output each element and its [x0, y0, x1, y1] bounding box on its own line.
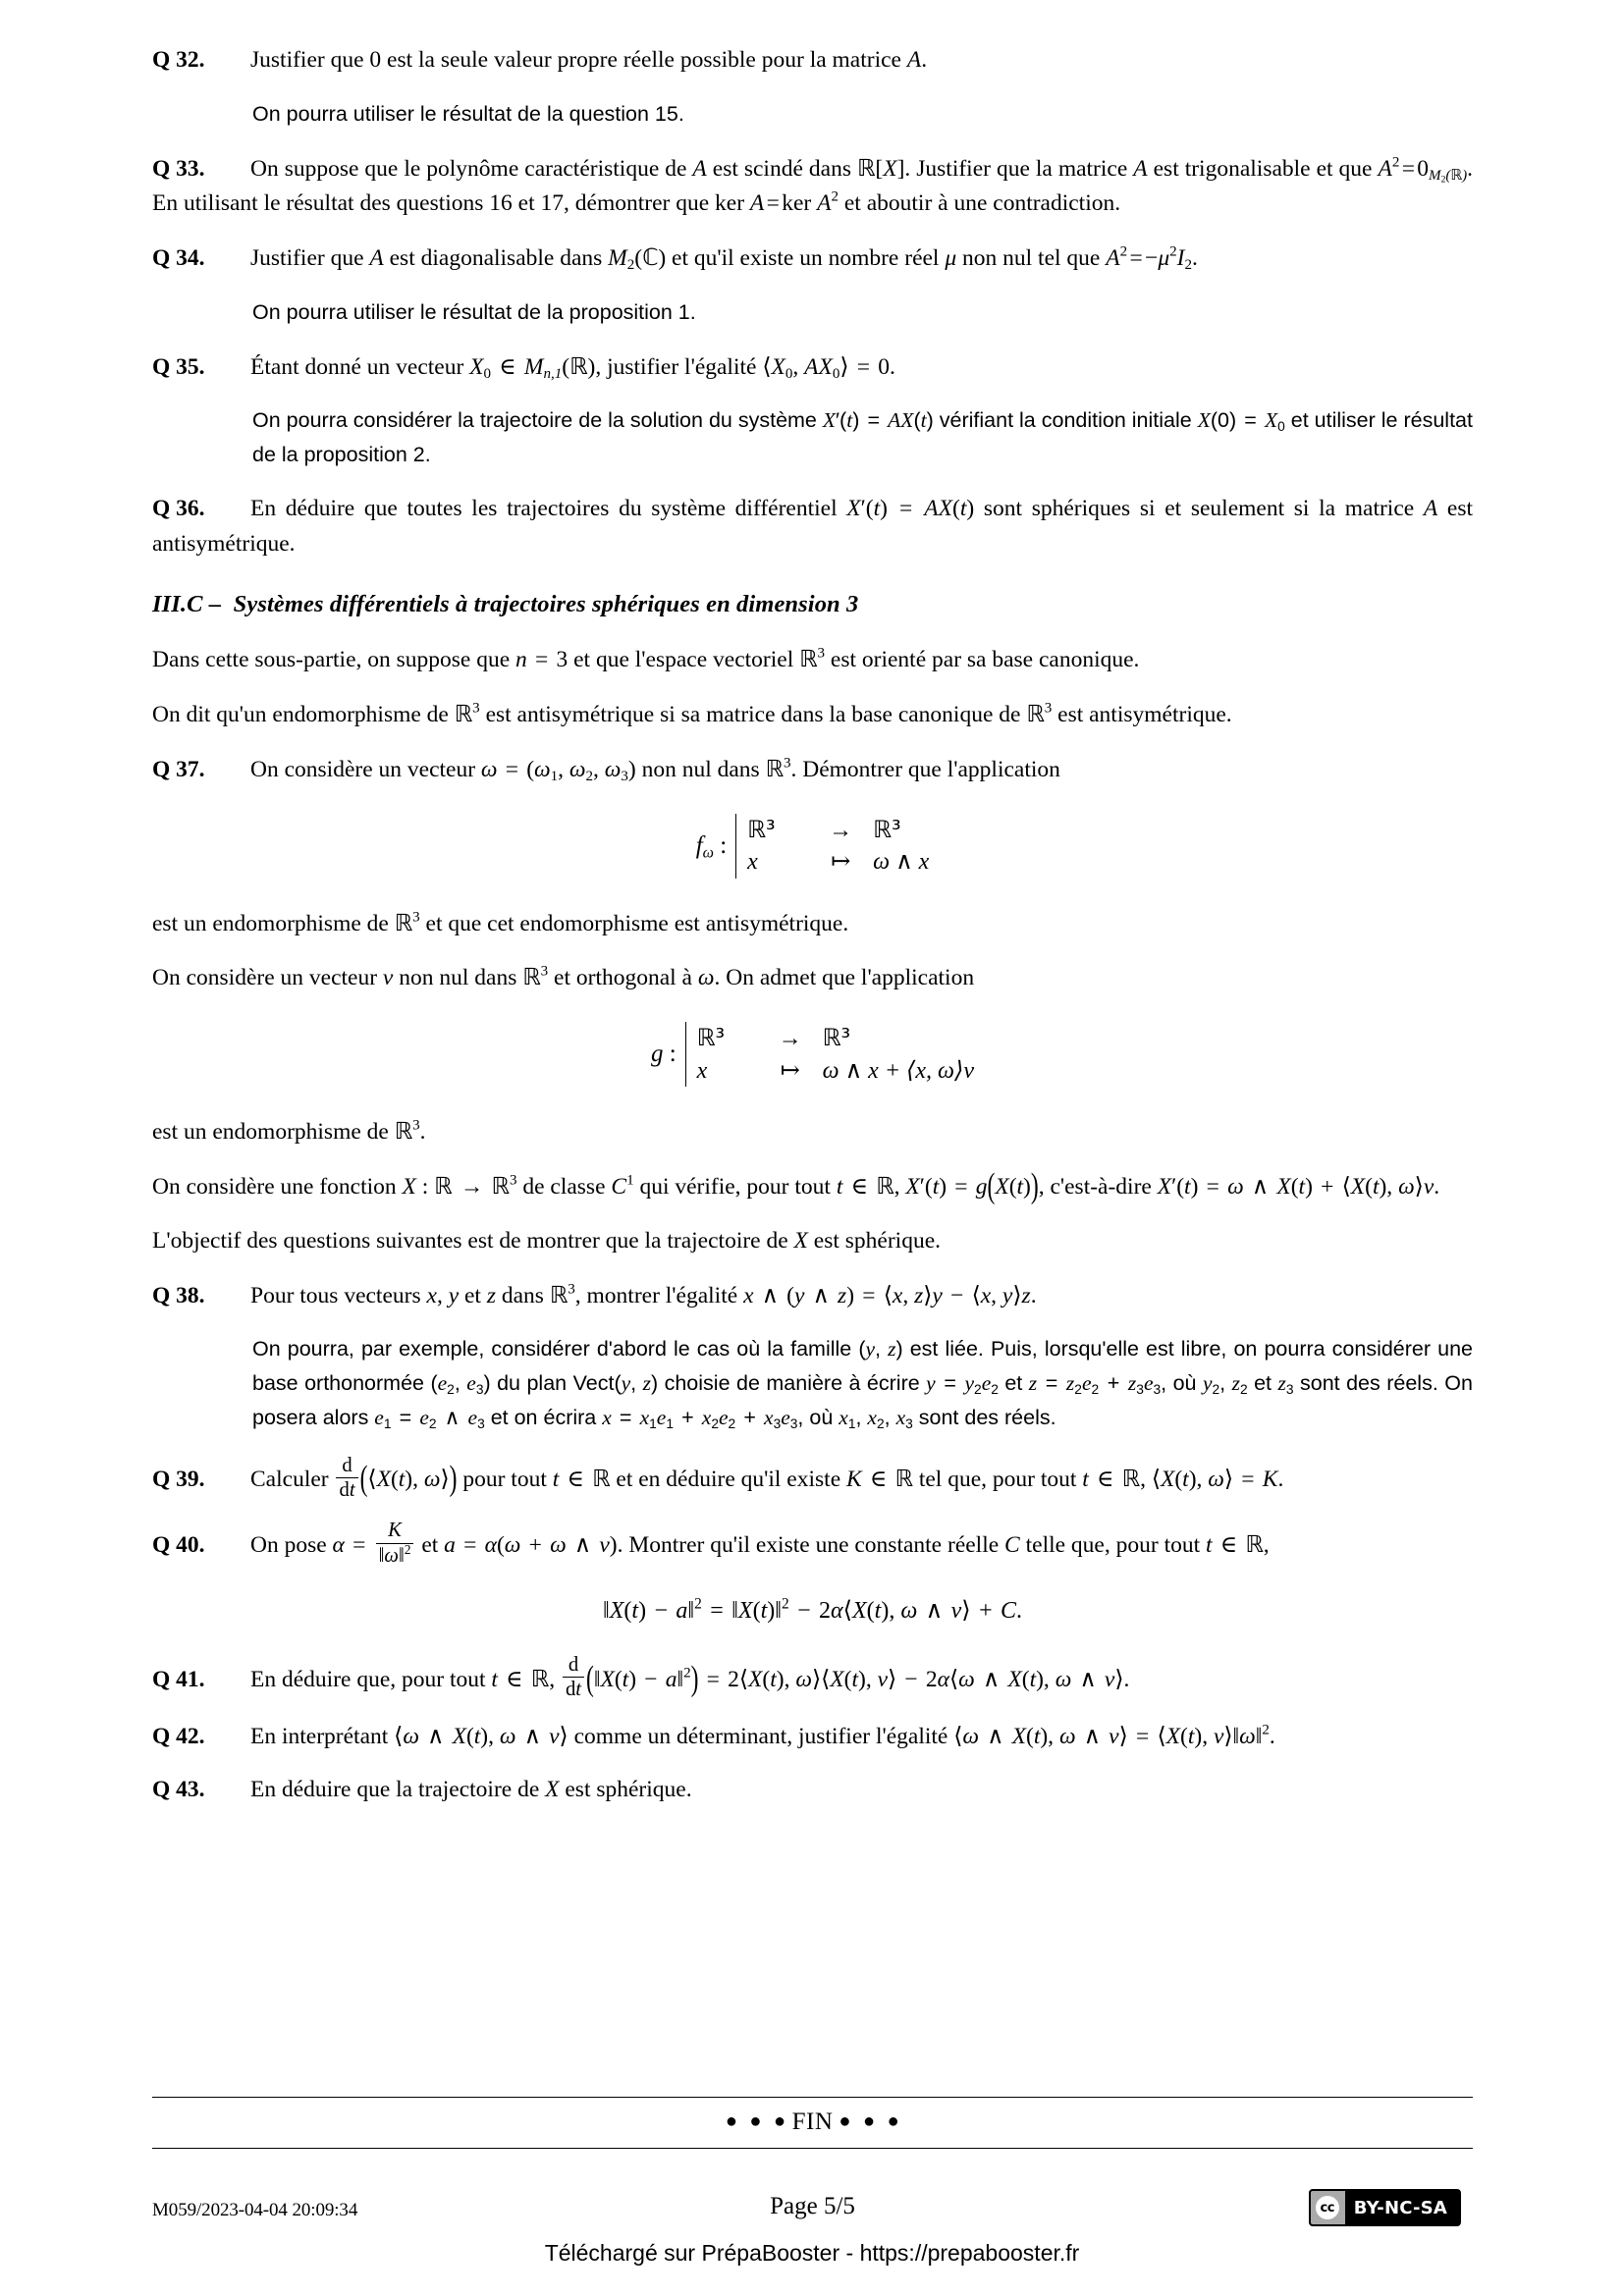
mapping-row-domain: ℝ³ → ℝ³ — [747, 815, 901, 843]
display-equation-q40: ‖X(t) − a‖$^2$ = ‖X(t)‖$^2$ − 2α⟨X(t), ω ∧ v⟩ + C. — [602, 1595, 1023, 1625]
question-block-q38 — [152, 1278, 1473, 1314]
paragraph-antisymmetric-def: On dit qu'un endomorphisme de ℝ$^3$ est antisymétrique si sa matrice dans la base canonique de ℝ$^3$ est antisymétrique. — [152, 700, 1232, 728]
bullet-icon: ● — [725, 2110, 738, 2133]
function-name-g: g : — [650, 1041, 677, 1068]
question-text-q32: Justifier que 0 est la seule valeur propre réelle possible pour la matrice A. — [250, 47, 928, 73]
question-block-q43 — [152, 1773, 1473, 1808]
question-text-q36: En déduire que toutes les trajectoires du système différentiel X′(t) = AX(t) sont sphériques si et seulement si la matrice A est antisymétrique. — [152, 495, 1474, 557]
bullet-icon: ● — [862, 2110, 876, 2133]
function-mapping-rows — [735, 814, 929, 879]
question-text-q40: On pose α = $\frac{K}{‖\omega‖^2}$ et a = α(ω + ω ∧ v). Montrer qu'il existe une constante réelle C telle que, pour tout t ∈ ℝ, — [250, 1520, 1270, 1567]
end-of-document-marker — [152, 2097, 1473, 2149]
section-dash: – — [208, 591, 222, 618]
question-text-q33: On suppose que le polynôme caractéristique de A est scindé dans ℝ[X]. Justifier que la matrice A est trigonalisable et que $A^2=0_{M_2(ℝ)}$. En utilisant le résultat des questions 16 et 17, démontrer que ker A=ker $A^2$ et aboutir à une contradiction. — [152, 153, 1474, 217]
question-block-q39 — [152, 1455, 1473, 1502]
cc-logo-icon: cc — [1316, 2196, 1339, 2219]
fin-text: FIN — [791, 2109, 834, 2135]
footer-document-id: M059/2023-04-04 20:09:34 — [152, 2200, 358, 2220]
paragraph-vector-v: On considère un vecteur v non nul dans ℝ$^3$ et orthogonal à ω. On admet que l'application — [152, 963, 975, 991]
question-block-q41 — [152, 1654, 1473, 1701]
paragraph-endomorphism-g: est un endomorphisme de ℝ$^3$. — [152, 1117, 426, 1146]
paragraph-objective: L'objectif des questions suivantes est de montrer que la trajectoire de X est sphérique. — [152, 1227, 941, 1254]
question-block-q33 — [152, 151, 1473, 222]
mapping-row-domain-g: ℝ³ → ℝ³ — [696, 1024, 850, 1052]
question-block-q36 — [152, 492, 1473, 561]
question-block-q34 — [152, 240, 1473, 277]
section-heading-III-C — [152, 591, 1473, 618]
question-text-q39: Calculer $\frac{d}{dt}$ (⟨X(t), ω⟩) pour tout t ∈ ℝ et en déduire qu'il existe K ∈ ℝ tel que, pour tout t ∈ ℝ, ⟨X(t), ω⟩ = K. — [250, 1454, 1284, 1502]
hint-q35: On pourra considérer la trajectoire de la solution du système X′(t) = AX(t) vérifiant la condition initiale $X(0) = X_0$ et utiliser le résultat de la proposition 2. — [252, 408, 1473, 467]
fin-label-row — [152, 2098, 1473, 2148]
cc-mark-wrap — [1311, 2191, 1345, 2224]
question-label-q32: Q 32. — [152, 47, 205, 73]
page-footer — [152, 2193, 1473, 2232]
fin-rule-bottom — [152, 2148, 1473, 2149]
bullet-icon: ● — [839, 2110, 851, 2133]
question-text-q35: Étant donné un vecteur $X_0$ ∈ $M_{n,1}(ℝ)$, justifier l'égalité $⟨X_0$, $AX_0⟩ = 0$. — [250, 351, 895, 382]
section-number: III.C — [152, 591, 203, 618]
paragraph-subpart: Dans cette sous-partie, on suppose que n = 3 et que l'espace vectoriel ℝ$^3$ est orienté par sa base canonique. — [152, 645, 1140, 673]
question-label-q41: Q 41. — [152, 1666, 205, 1692]
page-content — [152, 43, 1473, 1827]
question-block-q35 — [152, 349, 1473, 386]
fraction-d-dt-q41: $\frac{d}{dt}$ — [563, 1654, 584, 1701]
paragraph-endomorphism-f: est un endomorphisme de ℝ$^3$ et que cet endomorphisme est antisymétrique. — [152, 908, 849, 936]
fraction-d-dt: $\frac{d}{dt}$ — [336, 1455, 357, 1502]
mapping-row-element-g: x ↦ ω ∧ x + ⟨x, ω⟩v — [696, 1057, 975, 1084]
bullet-icon: ● — [887, 2110, 900, 2133]
question-text-q42: En interprétant ⟨ω ∧ X(t), ω ∧ v⟩ comme un déterminant, justifier l'égalité ⟨ω ∧ X(t), ω ∧ v⟩ = ⟨X(t), v⟩‖ω‖$^2$. — [250, 1722, 1275, 1749]
footer-page-number: Page 5/5 — [770, 2193, 855, 2219]
question-label-q39: Q 39. — [152, 1467, 205, 1493]
question-label-q38: Q 38. — [152, 1282, 205, 1308]
question-label-q35: Q 35. — [152, 353, 205, 380]
question-label-q40: Q 40. — [152, 1531, 205, 1558]
download-source-note: Téléchargé sur PrépaBooster - https://prepabooster.fr — [544, 2240, 1080, 2266]
paragraph-function-X: On considère une fonction X : ℝ → ℝ$^3$ de classe $C^1$ qui vérifie, pour tout t ∈ ℝ, X′(t) = g(X(t)), c'est-à-dire X′(t) = ω ∧ X(t) + ⟨X(t), ω⟩v. — [152, 1166, 1440, 1206]
question-text-q37: On considère un vecteur $\omega = (\omega_1$, $\omega_2$, $\omega_3$) non nul dans ℝ$^3$. Démontrer que l'application — [250, 754, 1060, 784]
function-mapping-rows-g — [685, 1022, 974, 1087]
question-text-q38: Pour tous vecteurs x, y et z dans ℝ$^3$, montrer l'égalité x ∧ (y ∧ z) = ⟨x, z⟩y − ⟨x, y⟩z. — [250, 1280, 1037, 1308]
question-label-q43: Q 43. — [152, 1777, 205, 1803]
section-title: Systèmes différentiels à trajectoires sphériques en dimension 3 — [233, 591, 859, 618]
question-block-q40 — [152, 1520, 1473, 1567]
question-text-q41: En déduire que, pour tout t ∈ ℝ, $\frac{d}{dt}$ (‖X(t) − a‖$^2$) = 2⟨X(t), ω⟩⟨X(t), v⟩ − 2α⟨ω ∧ X(t), ω ∧ v⟩. — [250, 1654, 1130, 1701]
cc-license-terms: BY-NC-SA — [1353, 2197, 1447, 2218]
bullet-icon: ● — [749, 2110, 762, 2133]
question-label-q34: Q 34. — [152, 244, 205, 271]
question-block-q32 — [152, 43, 1473, 79]
display-equation-f-omega — [152, 814, 1473, 879]
question-label-q42: Q 42. — [152, 1723, 205, 1749]
fraction-K-over-norm-omega-squared: $\frac{K}{‖\omega‖^2}$ — [376, 1520, 414, 1567]
hint-q32: On pourra utiliser le résultat de la question 15. — [252, 101, 684, 126]
question-text-q34: Justifier que A est diagonalisable dans $M_2(ℂ)$ et qu'il existe un nombre réel μ non nul tel que $A^2=-\mu^2I_2$. — [250, 242, 1198, 274]
display-equation-g — [152, 1022, 1473, 1087]
question-block-q37 — [152, 752, 1473, 788]
question-label-q37: Q 37. — [152, 756, 205, 782]
hint-q34: On pourra utiliser le résultat de la proposition 1. — [252, 299, 696, 324]
question-block-q42 — [152, 1720, 1473, 1755]
mapping-row-element: x ↦ ω ∧ x — [747, 849, 930, 876]
function-name-f: $f_\omega$ : — [695, 831, 728, 862]
question-label-q36: Q 36. — [152, 495, 205, 521]
creative-commons-badge — [1309, 2189, 1461, 2226]
question-label-q33: Q 33. — [152, 155, 205, 182]
question-text-q43: En déduire que la trajectoire de X est sphérique. — [250, 1777, 692, 1803]
bullet-icon: ● — [774, 2110, 786, 2133]
hint-q38: On pourra, par exemple, considérer d'abord le cas où la famille (y, z) est liée. Puis, lorsqu'elle est libre, on pourra considérer une base orthonormée ($e_2$, $e_3$) du plan Vect(y, z) choisie de manière à écrire $y = y_2e_2$ et $z = z_2e_2 + z_3e_3$, où $y_2$, $z_2$ et $z_3$ sont des réels. On posera alors $e_1 = e_2$ ∧ $e_3$ et on écrira $x = x_1e_1 + x_2e_2 + x_3e_3$, où $x_1$, $x_2$, $x_3$ sont des réels. — [252, 1337, 1473, 1431]
